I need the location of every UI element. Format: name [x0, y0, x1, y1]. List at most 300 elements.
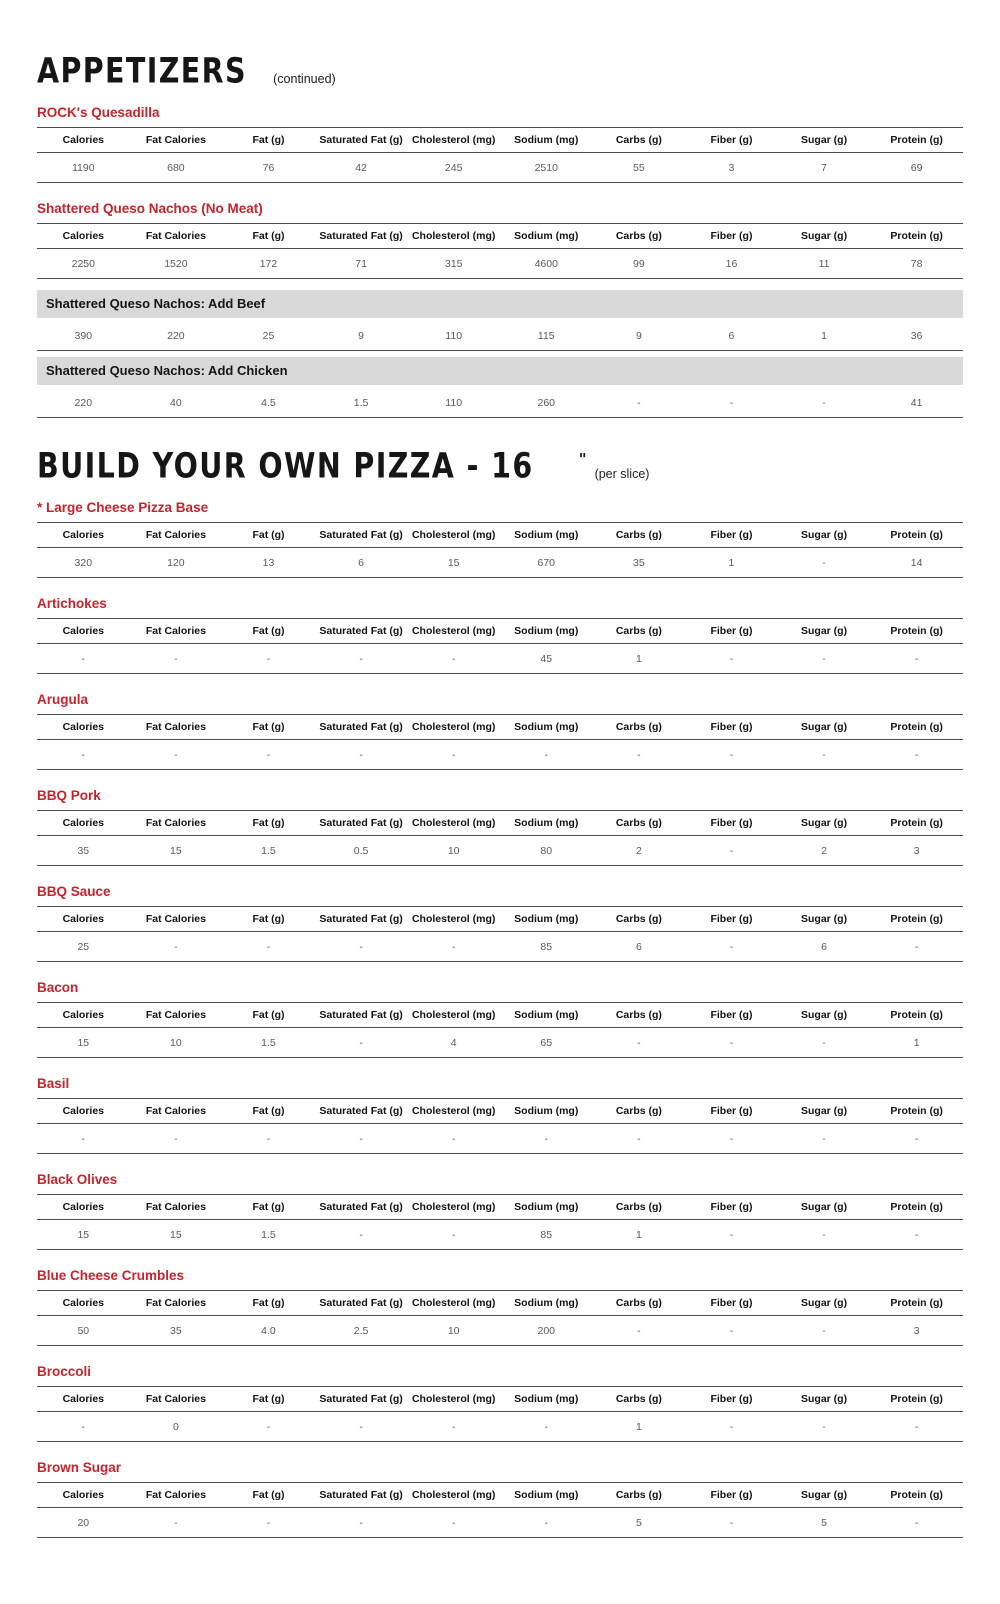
table-cell: - — [451, 749, 456, 761]
column-header: Fiber (g) — [710, 1489, 753, 1501]
item-name: ROCK's Quesadilla — [37, 105, 160, 120]
column-header: Sugar (g) — [801, 817, 848, 829]
table-cell: 69 — [910, 162, 923, 174]
table-cell: 15 — [77, 1037, 90, 1049]
table-header — [37, 223, 963, 249]
column-header: Sodium (mg) — [514, 230, 579, 242]
column-header: Protein (g) — [890, 1105, 943, 1117]
item-name: Shattered Queso Nachos: Add Beef — [37, 290, 963, 318]
table-cell: - — [822, 749, 826, 761]
column-header: Saturated Fat (g) — [319, 1393, 403, 1405]
column-header: Calories — [62, 817, 105, 829]
table-cell: - — [544, 1517, 549, 1529]
table-cell: - — [729, 1229, 734, 1241]
table-cell: - — [174, 749, 178, 761]
table-cell: - — [81, 1421, 86, 1433]
table-cell: 16 — [725, 258, 738, 270]
table-cell: - — [174, 1133, 178, 1145]
table-row — [37, 249, 963, 279]
column-header: Sodium (mg) — [514, 1489, 579, 1501]
column-header: Carbs (g) — [615, 1009, 662, 1021]
table-cell: 5 — [821, 1517, 827, 1529]
table-cell: 680 — [167, 162, 185, 174]
table-cell: - — [729, 1517, 734, 1529]
table-cell: - — [729, 941, 734, 953]
column-header: Fat Calories — [145, 1489, 206, 1501]
table-cell: 55 — [633, 162, 645, 174]
column-header: Saturated Fat (g) — [319, 721, 403, 733]
column-header: Sugar (g) — [801, 1297, 848, 1309]
column-header: Protein (g) — [890, 1489, 943, 1501]
table-cell: 15 — [447, 557, 460, 569]
table-row — [37, 1508, 963, 1538]
table-cell: - — [729, 749, 734, 761]
table-cell: - — [544, 749, 549, 761]
column-header: Sodium (mg) — [514, 913, 579, 925]
table-cell: - — [81, 1133, 86, 1145]
column-header: Protein (g) — [890, 625, 943, 637]
section-subtitle: (per slice) — [594, 467, 650, 481]
column-header: Carbs (g) — [615, 721, 662, 733]
column-header: Saturated Fat (g) — [319, 1009, 403, 1021]
column-header: Protein (g) — [890, 721, 943, 733]
table-cell: 2 — [635, 845, 642, 857]
table-cell: - — [174, 1517, 178, 1529]
table-cell: - — [729, 397, 734, 409]
column-header: Sodium (mg) — [514, 817, 579, 829]
table-cell: - — [451, 1133, 456, 1145]
table-header — [37, 810, 963, 836]
table-cell: - — [637, 1133, 641, 1145]
table-cell: 220 — [74, 397, 93, 409]
column-header: Fat (g) — [252, 1105, 285, 1117]
section-heading — [37, 50, 963, 92]
column-header: Fiber (g) — [710, 817, 753, 829]
table-cell: 10 — [170, 1037, 182, 1049]
table-cell: 36 — [910, 330, 923, 342]
table-cell: 1.5 — [261, 1229, 276, 1241]
column-header: Carbs (g) — [615, 1201, 662, 1213]
column-header: Cholesterol (mg) — [411, 625, 496, 637]
table-cell: 15 — [170, 1229, 182, 1241]
column-header: Cholesterol (mg) — [411, 913, 496, 925]
column-header: Fat (g) — [252, 721, 285, 733]
table-cell: 1 — [635, 1421, 642, 1433]
table-cell: 670 — [537, 557, 556, 569]
column-header: Saturated Fat (g) — [319, 1201, 403, 1213]
column-header: Carbs (g) — [615, 1489, 662, 1501]
section-heading — [37, 445, 963, 487]
table-header — [37, 714, 963, 740]
column-header: Fat (g) — [252, 913, 285, 925]
table-cell: 1520 — [164, 258, 188, 270]
column-header: Saturated Fat (g) — [319, 134, 403, 146]
column-header: Fat (g) — [252, 625, 285, 637]
table-cell: 220 — [167, 330, 185, 342]
table-cell: - — [914, 1517, 919, 1529]
table-cell: 245 — [444, 162, 463, 174]
column-header: Fat (g) — [252, 1201, 285, 1213]
column-header: Sugar (g) — [801, 1105, 848, 1117]
table-cell: - — [637, 749, 641, 761]
column-header: Calories — [62, 1105, 105, 1117]
table-cell: - — [729, 653, 734, 665]
table-cell: - — [914, 653, 919, 665]
table-cell: - — [729, 845, 734, 857]
table-cell: 5 — [635, 1517, 642, 1529]
table-cell: 85 — [540, 941, 553, 953]
column-header: Cholesterol (mg) — [411, 1009, 496, 1021]
column-header: Fat (g) — [252, 230, 285, 242]
table-cell: 99 — [633, 258, 645, 270]
table-header — [37, 618, 963, 644]
table-cell: - — [359, 1517, 363, 1529]
column-header: Saturated Fat (g) — [319, 817, 403, 829]
column-header: Calories — [62, 134, 105, 146]
column-header: Fat Calories — [145, 1105, 206, 1117]
menu-item — [37, 357, 963, 418]
table-row — [37, 1316, 963, 1346]
table-cell: - — [266, 653, 271, 665]
table-cell: 9 — [635, 330, 642, 342]
item-name: Shattered Queso Nachos: Add Chicken — [37, 357, 963, 385]
column-header: Fat Calories — [145, 1297, 206, 1309]
menu-item — [37, 884, 963, 962]
column-header: Fat (g) — [252, 1393, 285, 1405]
table-cell: - — [451, 653, 456, 665]
table-cell: 110 — [445, 330, 463, 342]
item-name: * Large Cheese Pizza Base — [37, 500, 209, 515]
column-header: Sugar (g) — [801, 1489, 848, 1501]
table-cell: - — [822, 397, 826, 409]
table-cell: 3 — [913, 1325, 920, 1337]
table-row — [37, 836, 963, 866]
column-header: Sugar (g) — [801, 1393, 848, 1405]
column-header: Fat Calories — [145, 625, 206, 637]
column-header: Cholesterol (mg) — [411, 529, 496, 541]
table-cell: - — [637, 397, 641, 409]
table-cell: 50 — [77, 1325, 90, 1337]
column-header: Fiber (g) — [710, 721, 753, 733]
column-header: Carbs (g) — [615, 134, 662, 146]
column-header: Protein (g) — [890, 1297, 943, 1309]
column-header: Fat Calories — [145, 721, 206, 733]
column-header: Fiber (g) — [710, 1009, 753, 1021]
table-row — [37, 1220, 963, 1250]
column-header: Protein (g) — [890, 230, 943, 242]
column-header: Fat (g) — [252, 134, 285, 146]
table-cell: - — [822, 557, 826, 569]
column-header: Calories — [62, 1201, 105, 1213]
table-cell: 110 — [445, 397, 463, 409]
column-header: Calories — [62, 529, 105, 541]
table-row — [37, 388, 963, 418]
table-cell: 15 — [77, 1229, 90, 1241]
column-header: Sodium (mg) — [514, 1105, 579, 1117]
column-header: Sodium (mg) — [514, 625, 579, 637]
column-header: Cholesterol (mg) — [411, 721, 496, 733]
table-cell: 9 — [358, 330, 364, 342]
table-cell: - — [266, 941, 271, 953]
table-cell: - — [914, 1229, 919, 1241]
table-cell: 4.5 — [261, 397, 276, 409]
table-row — [37, 740, 963, 770]
column-header: Saturated Fat (g) — [319, 529, 403, 541]
table-cell: 1 — [635, 1229, 642, 1241]
table-cell: 1190 — [72, 162, 95, 174]
column-header: Sugar (g) — [801, 230, 848, 242]
table-cell: 390 — [74, 330, 93, 342]
table-header — [37, 1098, 963, 1124]
column-header: Protein (g) — [890, 134, 943, 146]
table-cell: 6 — [635, 941, 642, 953]
menu-item — [37, 596, 963, 674]
table-row — [37, 932, 963, 962]
table-cell: 20 — [77, 1517, 90, 1529]
table-cell: 115 — [537, 330, 555, 342]
table-header — [37, 1386, 963, 1412]
table-cell: 6 — [821, 941, 827, 953]
column-header: Fiber (g) — [710, 230, 753, 242]
table-cell: - — [266, 749, 271, 761]
column-header: Saturated Fat (g) — [319, 1297, 403, 1309]
table-cell: - — [266, 1421, 271, 1433]
table-cell: - — [174, 941, 178, 953]
column-header: Sodium (mg) — [514, 1297, 579, 1309]
column-header: Carbs (g) — [615, 817, 662, 829]
column-header: Cholesterol (mg) — [411, 817, 496, 829]
column-header: Sugar (g) — [801, 1009, 848, 1021]
column-header: Sodium (mg) — [514, 529, 579, 541]
column-header: Sodium (mg) — [514, 134, 579, 146]
table-header — [37, 906, 963, 932]
table-cell: - — [637, 1037, 641, 1049]
table-cell: 25 — [262, 330, 275, 342]
column-header: Calories — [62, 721, 105, 733]
table-cell: - — [729, 1133, 734, 1145]
table-cell: - — [359, 941, 363, 953]
menu-item — [37, 1460, 963, 1538]
column-header: Fat Calories — [145, 817, 206, 829]
table-cell: 35 — [77, 845, 90, 857]
table-cell: - — [81, 749, 86, 761]
column-header: Fat (g) — [252, 1489, 285, 1501]
table-cell: 4 — [450, 1037, 457, 1049]
table-cell: - — [914, 1133, 919, 1145]
column-header: Cholesterol (mg) — [411, 230, 496, 242]
table-cell: 10 — [447, 1325, 460, 1337]
table-cell: 15 — [170, 845, 182, 857]
menu-item — [37, 788, 963, 866]
menu-section — [37, 445, 963, 1538]
table-cell: - — [81, 653, 86, 665]
menu-item — [37, 201, 963, 279]
menu-item — [37, 105, 963, 183]
table-header — [37, 522, 963, 548]
table-cell: 3 — [728, 162, 735, 174]
section-subtitle: (continued) — [273, 72, 336, 86]
column-header: Fat (g) — [252, 1297, 285, 1309]
table-cell: 1.5 — [261, 1037, 276, 1049]
column-header: Fiber (g) — [710, 134, 753, 146]
column-header: Fiber (g) — [710, 1105, 753, 1117]
item-name: Shattered Queso Nachos (No Meat) — [37, 201, 263, 216]
column-header: Calories — [62, 625, 105, 637]
table-cell: - — [266, 1517, 271, 1529]
column-header: Sugar (g) — [801, 1201, 848, 1213]
table-cell: - — [174, 653, 178, 665]
table-cell: 13 — [262, 557, 275, 569]
column-header: Protein (g) — [890, 1393, 943, 1405]
table-cell: 2510 — [534, 162, 558, 174]
table-cell: - — [359, 653, 363, 665]
table-row — [37, 1028, 963, 1058]
column-header: Fat Calories — [145, 230, 206, 242]
table-cell: 4.0 — [261, 1325, 276, 1337]
sections-container — [37, 50, 963, 1538]
column-header: Sodium (mg) — [514, 721, 579, 733]
column-header: Cholesterol (mg) — [411, 134, 496, 146]
table-row — [37, 1412, 963, 1442]
table-cell: - — [822, 1421, 826, 1433]
table-cell: - — [914, 1421, 919, 1433]
column-header: Sugar (g) — [801, 134, 848, 146]
table-cell: 4600 — [534, 258, 558, 270]
table-cell: 260 — [537, 397, 556, 409]
table-cell: 6 — [728, 330, 735, 342]
table-cell: - — [266, 1133, 271, 1145]
table-cell: 11 — [818, 258, 830, 270]
column-header: Sodium (mg) — [514, 1201, 579, 1213]
table-header — [37, 1002, 963, 1028]
table-row — [37, 153, 963, 183]
table-cell: - — [451, 1421, 456, 1433]
table-cell: 35 — [170, 1325, 182, 1337]
column-header: Saturated Fat (g) — [319, 1105, 403, 1117]
column-header: Protein (g) — [890, 817, 943, 829]
table-row — [37, 548, 963, 578]
column-header: Calories — [62, 1297, 105, 1309]
column-header: Cholesterol (mg) — [411, 1489, 496, 1501]
menu-item — [37, 692, 963, 770]
table-cell: 1.5 — [353, 397, 369, 409]
column-header: Fat Calories — [145, 1009, 206, 1021]
table-cell: 85 — [540, 1229, 553, 1241]
table-cell: - — [451, 1517, 456, 1529]
table-cell: 45 — [540, 653, 553, 665]
table-cell: - — [451, 1229, 456, 1241]
table-cell: 40 — [170, 397, 182, 409]
table-header — [37, 1482, 963, 1508]
menu-item — [37, 1172, 963, 1250]
item-name: Brown Sugar — [37, 1460, 122, 1475]
column-header: Calories — [62, 1489, 105, 1501]
table-cell: 0 — [172, 1421, 179, 1433]
table-row — [37, 321, 963, 351]
column-header: Carbs (g) — [615, 1297, 662, 1309]
table-cell: 35 — [633, 557, 645, 569]
table-cell: 2250 — [71, 258, 95, 270]
table-cell: 80 — [540, 845, 553, 857]
column-header: Fat (g) — [252, 1009, 285, 1021]
menu-section — [37, 50, 963, 418]
table-cell: - — [544, 1421, 549, 1433]
table-header — [37, 1194, 963, 1220]
column-header: Cholesterol (mg) — [411, 1105, 496, 1117]
table-cell: 1 — [728, 557, 735, 569]
column-header: Protein (g) — [890, 529, 943, 541]
column-header: Fiber (g) — [710, 529, 753, 541]
table-cell: 0.5 — [353, 845, 369, 857]
column-header: Sugar (g) — [801, 721, 848, 733]
table-cell: 78 — [910, 258, 923, 270]
table-cell: - — [822, 653, 826, 665]
column-header: Fiber (g) — [710, 913, 753, 925]
column-header: Fiber (g) — [710, 1393, 753, 1405]
column-header: Saturated Fat (g) — [319, 1489, 403, 1501]
section-title: APPETIZERS — [37, 50, 247, 92]
table-cell: 14 — [910, 557, 923, 569]
item-name: Broccoli — [37, 1364, 92, 1379]
table-cell: 2.5 — [353, 1325, 369, 1337]
item-name: Bacon — [37, 980, 79, 995]
column-header: Fiber (g) — [710, 1297, 753, 1309]
column-header: Fat Calories — [145, 1201, 206, 1213]
column-header: Fat Calories — [145, 134, 206, 146]
table-cell: 42 — [355, 162, 367, 174]
table-cell: - — [729, 1325, 734, 1337]
table-cell: - — [359, 1421, 363, 1433]
column-header: Sodium (mg) — [514, 1393, 579, 1405]
table-cell: 25 — [77, 941, 90, 953]
menu-item — [37, 1364, 963, 1442]
item-name: BBQ Pork — [37, 788, 101, 803]
column-header: Saturated Fat (g) — [319, 913, 403, 925]
table-cell: 320 — [74, 557, 93, 569]
column-header: Carbs (g) — [615, 1393, 662, 1405]
item-name: BBQ Sauce — [37, 884, 111, 899]
table-cell: - — [914, 941, 919, 953]
table-cell: 6 — [358, 557, 364, 569]
table-cell: 1 — [821, 330, 827, 342]
table-cell: - — [359, 1037, 363, 1049]
column-header: Carbs (g) — [615, 230, 662, 242]
column-header: Fat Calories — [145, 913, 206, 925]
column-header: Fat Calories — [145, 1393, 206, 1405]
column-header: Carbs (g) — [615, 529, 662, 541]
table-cell: - — [359, 1229, 363, 1241]
column-header: Calories — [62, 913, 105, 925]
table-cell: 76 — [262, 162, 275, 174]
inch-mark: " — [578, 450, 587, 468]
column-header: Calories — [62, 1009, 105, 1021]
table-cell: 200 — [537, 1325, 556, 1337]
table-cell: - — [729, 1037, 734, 1049]
menu-item — [37, 1268, 963, 1346]
table-cell: 315 — [444, 258, 463, 270]
column-header: Carbs (g) — [615, 1105, 662, 1117]
item-name: Artichokes — [37, 596, 107, 611]
table-row — [37, 644, 963, 674]
column-header: Calories — [62, 230, 105, 242]
column-header: Sodium (mg) — [514, 1009, 579, 1021]
table-cell: - — [822, 1229, 826, 1241]
column-header: Protein (g) — [890, 1009, 943, 1021]
table-cell: - — [359, 1133, 363, 1145]
menu-item — [37, 980, 963, 1058]
column-header: Carbs (g) — [615, 913, 662, 925]
column-header: Protein (g) — [890, 1201, 943, 1213]
